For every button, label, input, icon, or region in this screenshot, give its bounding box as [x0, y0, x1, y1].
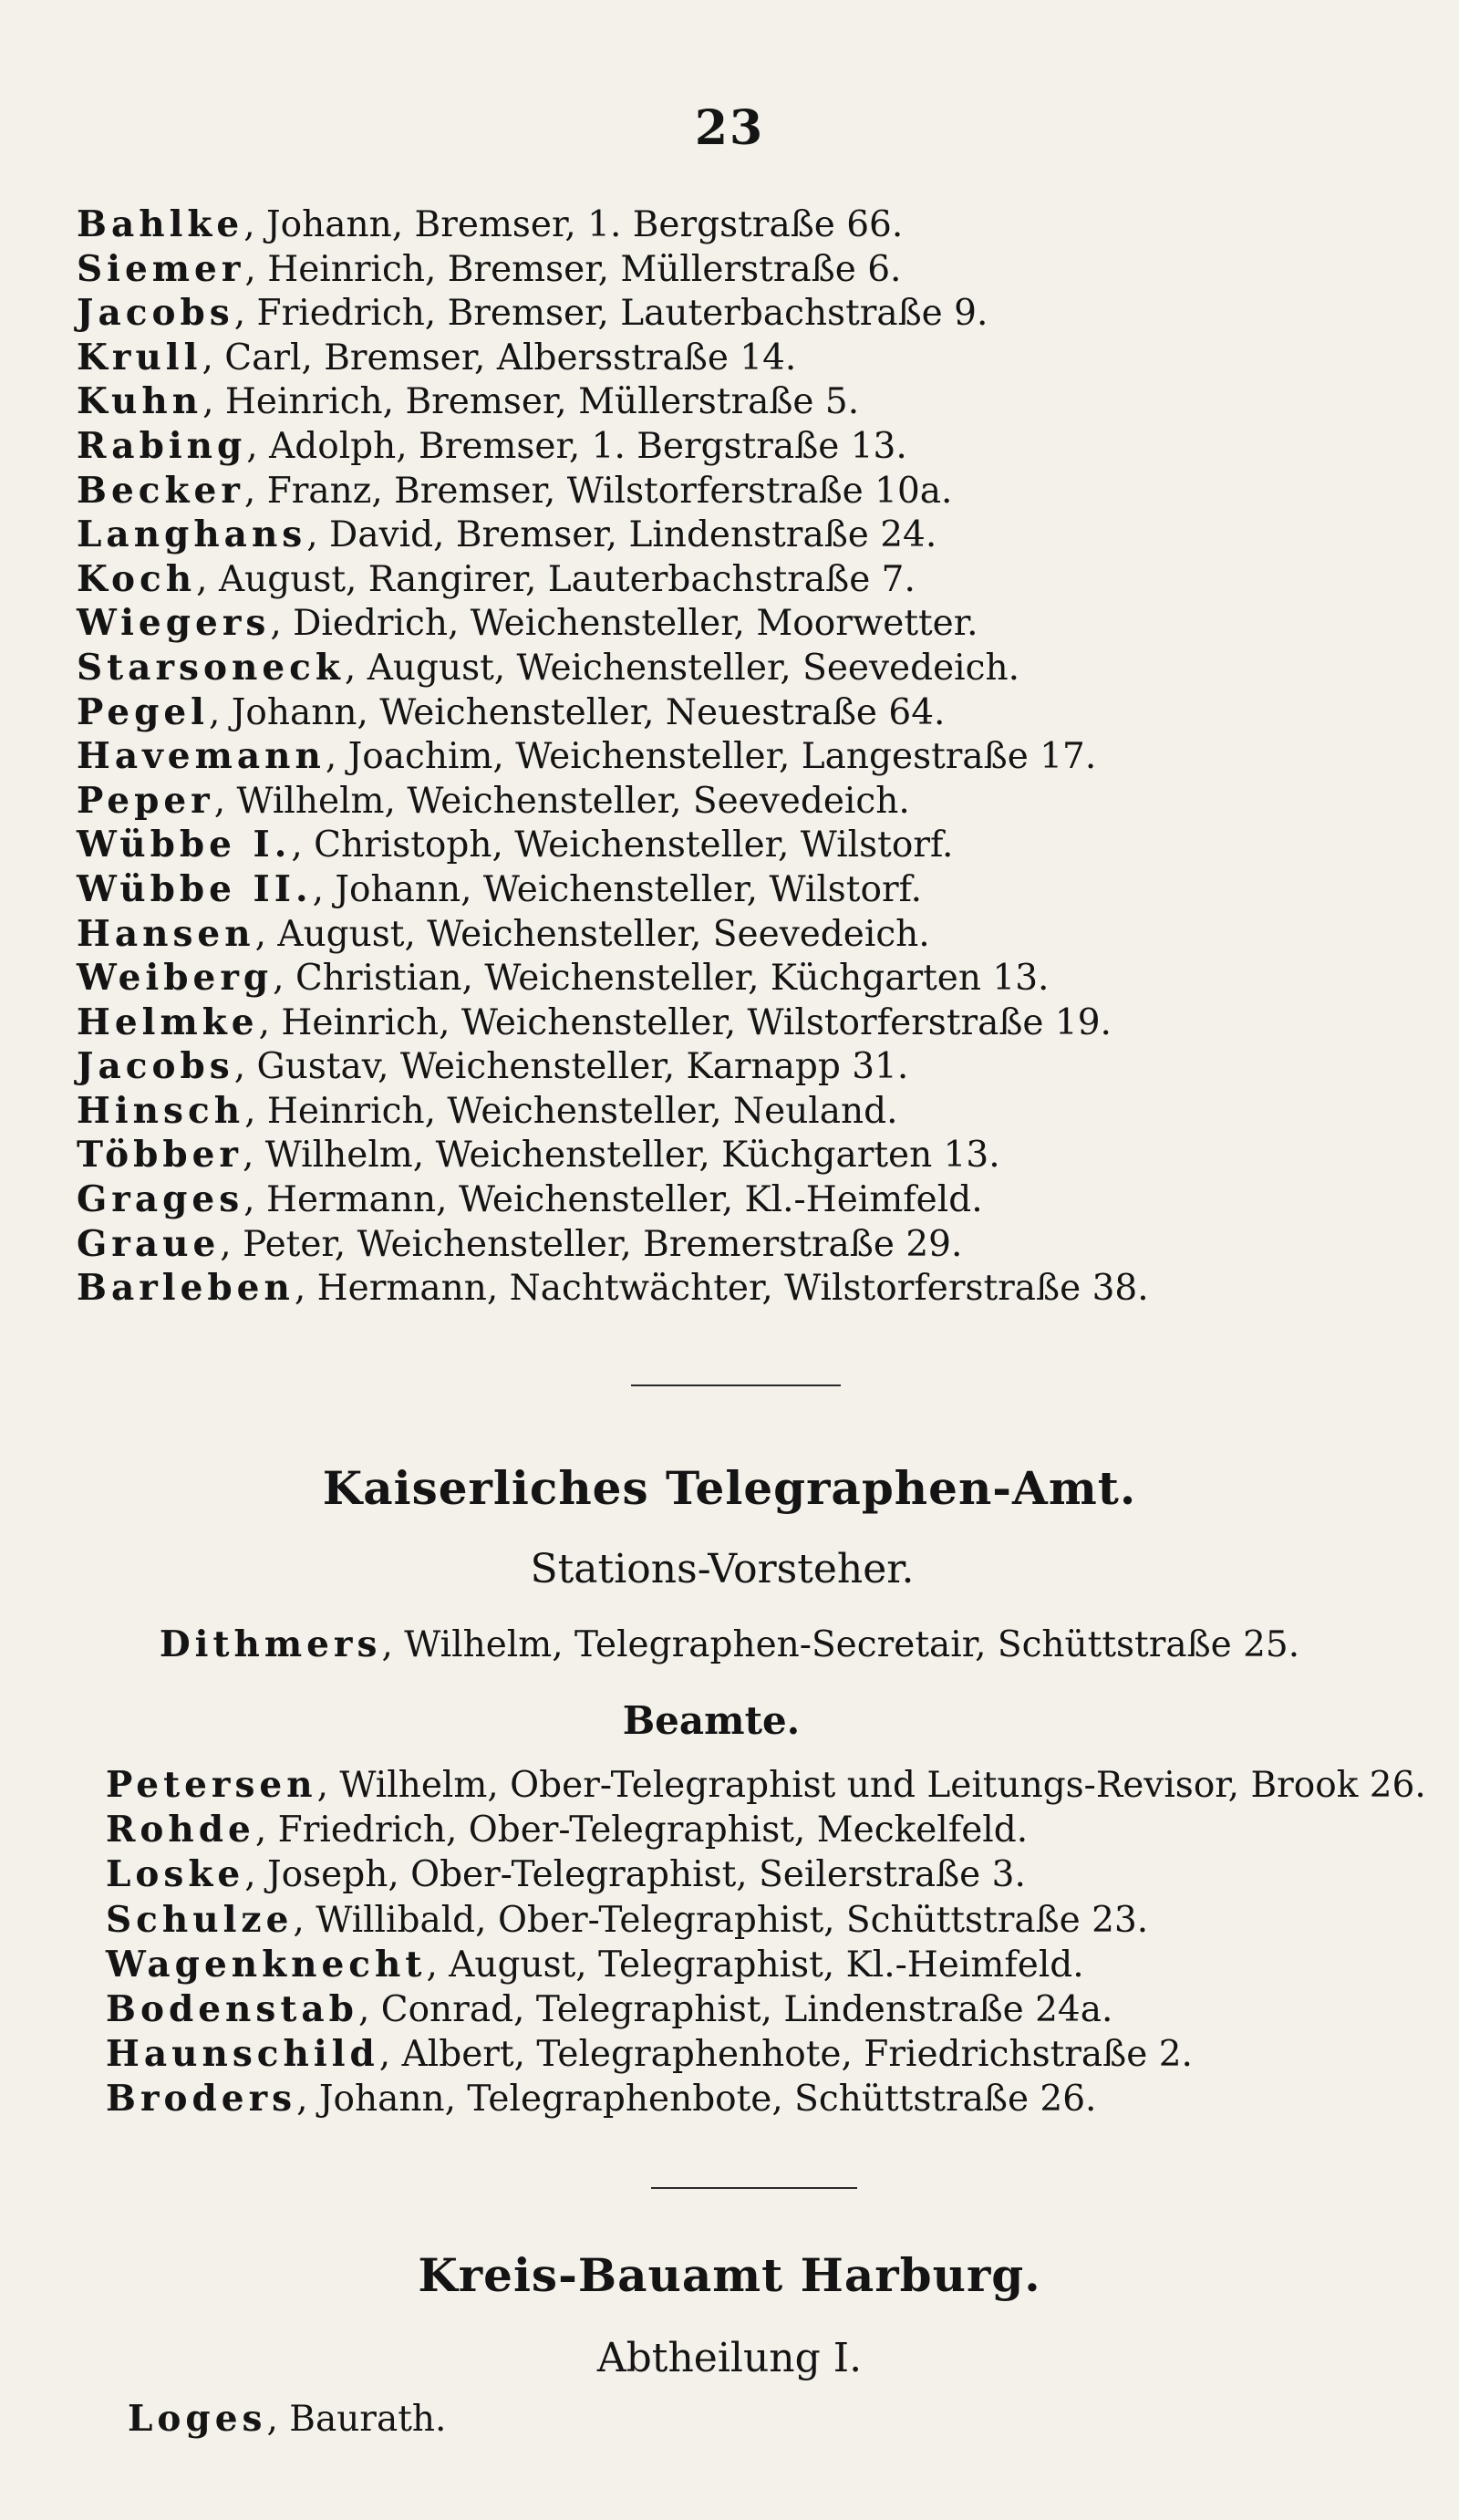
- list-item: [0, 867, 1459, 912]
- entry-details: , Johann, Weichensteller, Neuestraße 64.: [209, 691, 946, 733]
- entry-details: , Franz, Bremser, Wilstorferstraße 10a.: [243, 470, 953, 512]
- section-title-building-office: Kreis-Bauamt Harburg.: [418, 2248, 1041, 2302]
- list-item: [0, 202, 1459, 247]
- entry-details: , David, Bremser, Lindenstraße 24.: [306, 514, 937, 556]
- entry-surname: Haunschild: [106, 2033, 379, 2076]
- section-title-telegraph-office: Kaiserliches Telegraphen-Amt.: [322, 1461, 1137, 1515]
- list-item: [0, 513, 1459, 557]
- station-head-entry: [0, 1623, 1459, 1665]
- section-divider: [651, 2187, 857, 2189]
- entry-surname: Grages: [77, 1178, 244, 1221]
- entry-surname: Koch: [77, 557, 197, 600]
- entry-details: , Wilhelm, Weichensteller, Seevedeich.: [213, 780, 910, 822]
- entry-surname: Rabing: [77, 424, 247, 467]
- list-item: [0, 379, 1459, 424]
- list-item: [0, 291, 1459, 336]
- list-item: [0, 1987, 1459, 2032]
- entry-surname: Wübbe II.: [77, 867, 313, 910]
- entry-surname: Jacobs: [77, 292, 234, 335]
- entry-details: , Albert, Telegraphenhote, Friedrichstraße 2.: [378, 2034, 1193, 2076]
- entry-surname: Bodenstab: [106, 1987, 358, 2030]
- list-item: [0, 690, 1459, 735]
- entry-details: , Johann, Weichensteller, Wilstorf.: [312, 868, 923, 910]
- list-item: [0, 1001, 1459, 1045]
- entry-list-building-staff: [0, 2397, 1459, 2442]
- list-item: [0, 336, 1459, 380]
- list-item: [0, 646, 1459, 690]
- entry-details: , Hermann, Weichensteller, Kl.-Heimfeld.: [243, 1179, 983, 1221]
- list-item: [0, 1266, 1459, 1311]
- entry-details: , Willibald, Ober-Telegraphist, Schüttstraße 23.: [293, 1899, 1149, 1941]
- entry-surname: Graue: [77, 1222, 221, 1265]
- entry-details: , Johann, Telegraphenbote, Schüttstraße 26.: [296, 2079, 1097, 2121]
- entry-details: , Heinrich, Bremser, Müllerstraße 6.: [244, 248, 902, 290]
- list-item: [0, 956, 1459, 1001]
- entry-details: , Christian, Weichensteller, Küchgarten 13.: [273, 958, 1050, 1000]
- list-item: [0, 2032, 1459, 2077]
- entry-surname: Krull: [77, 336, 202, 379]
- list-item: [0, 557, 1459, 602]
- section-subtitle-station-head: Stations-Vorsteher.: [530, 1546, 915, 1592]
- entry-details: , August, Telegraphist, Kl.-Heimfeld.: [426, 1944, 1084, 1986]
- entry-details: , Wilhelm, Telegraphen-Secretair, Schüttstraße 25.: [381, 1624, 1300, 1665]
- staff-heading: Beamte.: [622, 1698, 801, 1743]
- entry-surname: Siemer: [77, 247, 245, 290]
- entry-surname: Peper: [77, 779, 214, 822]
- entry-details: , Hermann, Nachtwächter, Wilstorferstraße 38.: [294, 1268, 1149, 1310]
- entry-surname: Loske: [106, 1853, 245, 1896]
- entry-surname: Dithmers: [159, 1623, 382, 1665]
- entry-details: , Joseph, Ober-Telegraphist, Seilerstraße 3.: [244, 1854, 1026, 1896]
- entry-surname: Starsoneck: [77, 646, 345, 689]
- entry-surname: Weiberg: [77, 957, 274, 1000]
- entry-surname: Helmke: [77, 1001, 259, 1043]
- entry-surname: Loges: [128, 2398, 267, 2440]
- list-item: [0, 601, 1459, 646]
- entry-details: , Heinrich, Bremser, Müllerstraße 5.: [202, 381, 860, 423]
- entry-surname: Jacobs: [77, 1045, 234, 1088]
- entry-surname: Kuhn: [77, 380, 203, 423]
- page-number: 23: [694, 100, 765, 156]
- section-subtitle-department: Abtheilung I.: [596, 2335, 863, 2381]
- entry-surname: Broders: [106, 2078, 297, 2121]
- entry-details: , Joachim, Weichensteller, Langestraße 17.: [325, 736, 1097, 778]
- entry-details: , Carl, Bremser, Albersstraße 14.: [202, 337, 797, 379]
- list-item: [0, 912, 1459, 957]
- entry-details: , Heinrich, Weichensteller, Wilstorferstraße 19.: [258, 1001, 1112, 1043]
- entry-list-telegraph-staff: [0, 1763, 1459, 2122]
- entry-surname: Barleben: [77, 1267, 295, 1310]
- list-item: [0, 734, 1459, 779]
- entry-surname: Langhans: [77, 513, 307, 556]
- entry-surname: Többer: [77, 1134, 243, 1177]
- entry-details: , Wilhelm, Weichensteller, Küchgarten 13.: [242, 1135, 1000, 1177]
- list-item: [0, 1898, 1459, 1943]
- entry-list-railway-staff: [0, 202, 1459, 1311]
- entry-surname: Wiegers: [77, 602, 271, 645]
- list-item: [0, 424, 1459, 469]
- list-item: [0, 1808, 1459, 1852]
- entry-details: , Wilhelm, Ober-Telegraphist und Leitungs-Revisor, Brook 26.: [316, 1765, 1426, 1806]
- list-item: [0, 823, 1459, 867]
- entry-details: , August, Weichensteller, Seevedeich.: [254, 913, 930, 955]
- list-item: [0, 1177, 1459, 1222]
- entry-details: , Conrad, Telegraphist, Lindenstraße 24a.: [357, 1988, 1113, 2030]
- entry-surname: Wagenknecht: [106, 1943, 427, 1986]
- entry-details: , Friedrich, Bremser, Lauterbachstraße 9.: [233, 293, 988, 335]
- entry-details: , Heinrich, Weichensteller, Neuland.: [244, 1090, 898, 1132]
- entry-details: , Johann, Bremser, 1. Bergstraße 66.: [243, 204, 904, 245]
- list-item: [0, 469, 1459, 513]
- entry-details: , Peter, Weichensteller, Bremerstraße 29.: [220, 1223, 963, 1265]
- entry-details: , August, Rangirer, Lauterbachstraße 7.: [196, 558, 916, 600]
- entry-details: , Christoph, Weichensteller, Wilstorf.: [291, 824, 954, 866]
- entry-surname: Schulze: [106, 1898, 294, 1941]
- list-item: [0, 1044, 1459, 1089]
- list-item: [0, 2397, 1459, 2442]
- list-item: [0, 1763, 1459, 1808]
- section-divider: [631, 1384, 841, 1386]
- list-item: [0, 1089, 1459, 1134]
- entry-surname: Bahlke: [77, 203, 244, 245]
- entry-surname: Wübbe I.: [77, 824, 292, 866]
- entry-details: , Friedrich, Ober-Telegraphist, Meckelfeld.: [254, 1810, 1029, 1851]
- entry-surname: Petersen: [106, 1764, 317, 1806]
- entry-surname: Hansen: [77, 912, 255, 955]
- entry-details: , August, Weichensteller, Seevedeich.: [344, 647, 1019, 689]
- list-item: [0, 1133, 1459, 1177]
- list-item: [0, 1943, 1459, 1987]
- list-item: [0, 2077, 1459, 2121]
- entry-surname: Pegel: [77, 690, 209, 733]
- list-item: [0, 779, 1459, 824]
- entry-surname: Becker: [77, 469, 244, 512]
- entry-details: , Baurath.: [266, 2399, 447, 2440]
- entry-surname: Hinsch: [77, 1089, 245, 1132]
- list-item: [0, 1852, 1459, 1897]
- entry-details: , Adolph, Bremser, 1. Bergstraße 13.: [246, 425, 907, 467]
- list-item: [0, 247, 1459, 292]
- entry-details: , Gustav, Weichensteller, Karnapp 31.: [233, 1046, 909, 1088]
- entry-surname: Rohde: [106, 1809, 255, 1851]
- entry-surname: Havemann: [77, 735, 326, 778]
- list-item: [0, 1222, 1459, 1267]
- entry-details: , Diedrich, Weichensteller, Moorwetter.: [270, 603, 978, 645]
